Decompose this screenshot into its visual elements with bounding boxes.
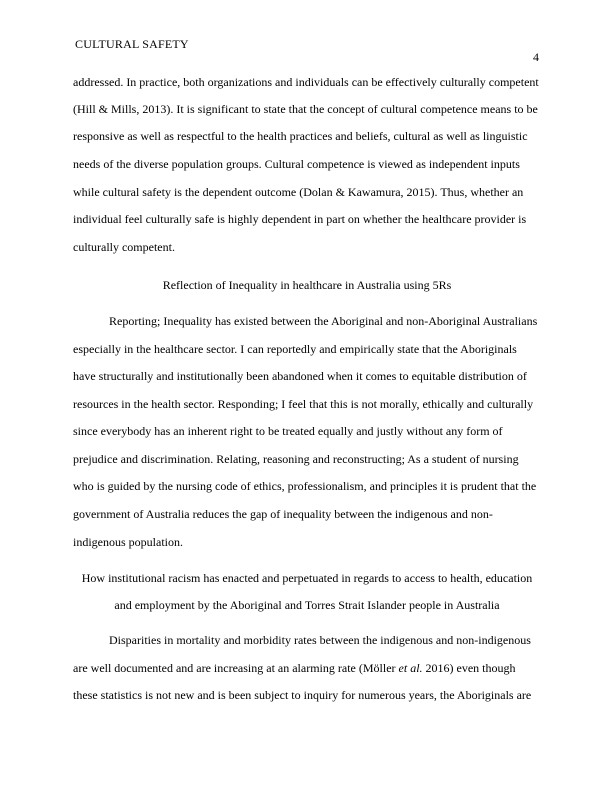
- text-run: are well documented and are increasing at an alarming rate (Möller: [73, 661, 399, 675]
- page-number: 4: [533, 50, 539, 64]
- paragraph-line: individual feel culturally safe is highly dependent in part on whether the healthcare provider is: [73, 212, 527, 226]
- paragraph-line: (Hill & Mills, 2013). It is significant to state that the concept of cultural competence means to be: [73, 102, 538, 116]
- paragraph-line: these statistics is not new and is been subject to inquiry for numerous years, the Aboriginals are: [73, 688, 532, 702]
- running-head: CULTURAL SAFETY: [75, 37, 189, 51]
- paragraph-line: while cultural safety is the dependent outcome (Dolan & Kawamura, 2015). Thus, whether an: [73, 185, 524, 199]
- paragraph-line: since everybody has an inherent right to be treated equally and justly without any form of: [73, 424, 503, 438]
- paragraph-line: responsive as well as respectful to the health practices and beliefs, cultural as well as linguistic: [73, 129, 528, 143]
- paragraph-line: especially in the healthcare sector. I can reportedly and empirically state that the Aboriginals: [73, 342, 517, 356]
- citation-emphasis: et al.: [398, 661, 423, 675]
- paragraph-line: Reporting; Inequality has existed between the Aboriginal and non-Aboriginal Australians: [109, 314, 538, 328]
- paragraph-line: indigenous population.: [73, 535, 183, 549]
- text-run: 2016) even though: [422, 661, 516, 675]
- paragraph-line: culturally competent.: [73, 240, 175, 254]
- section-heading-line: How institutional racism has enacted and perpetuated in regards to access to health, education: [81, 571, 533, 585]
- section-heading: Reflection of Inequality in healthcare in Australia using 5Rs: [162, 278, 452, 292]
- paragraph-line: [73, 661, 516, 675]
- paragraph-line: needs of the diverse population groups. Cultural competence is viewed as independent inputs: [73, 157, 520, 171]
- paragraph-line: prejudice and discrimination. Relating, reasoning and reconstructing; As a student of nursing: [73, 452, 519, 466]
- paragraph-line: addressed. In practice, both organizations and individuals can be effectively culturally competent: [73, 75, 539, 89]
- paragraph-line: have structurally and institutionally been abandoned when it comes to equitable distribution of: [73, 369, 527, 383]
- paragraph-line: government of Australia reduces the gap of inequality between the indigenous and non-: [73, 507, 493, 521]
- paragraph-line: who is guided by the nursing code of ethics, professionalism, and principles it is prudent that the: [73, 479, 537, 493]
- paragraph-line: resources in the health sector. Responding; I feel that this is not morally, ethically and culturally: [73, 397, 534, 411]
- section-heading-line: and employment by the Aboriginal and Torres Strait Islander people in Australia: [114, 598, 500, 612]
- paragraph-line: Disparities in mortality and morbidity rates between the indigenous and non-indigenous: [109, 633, 531, 647]
